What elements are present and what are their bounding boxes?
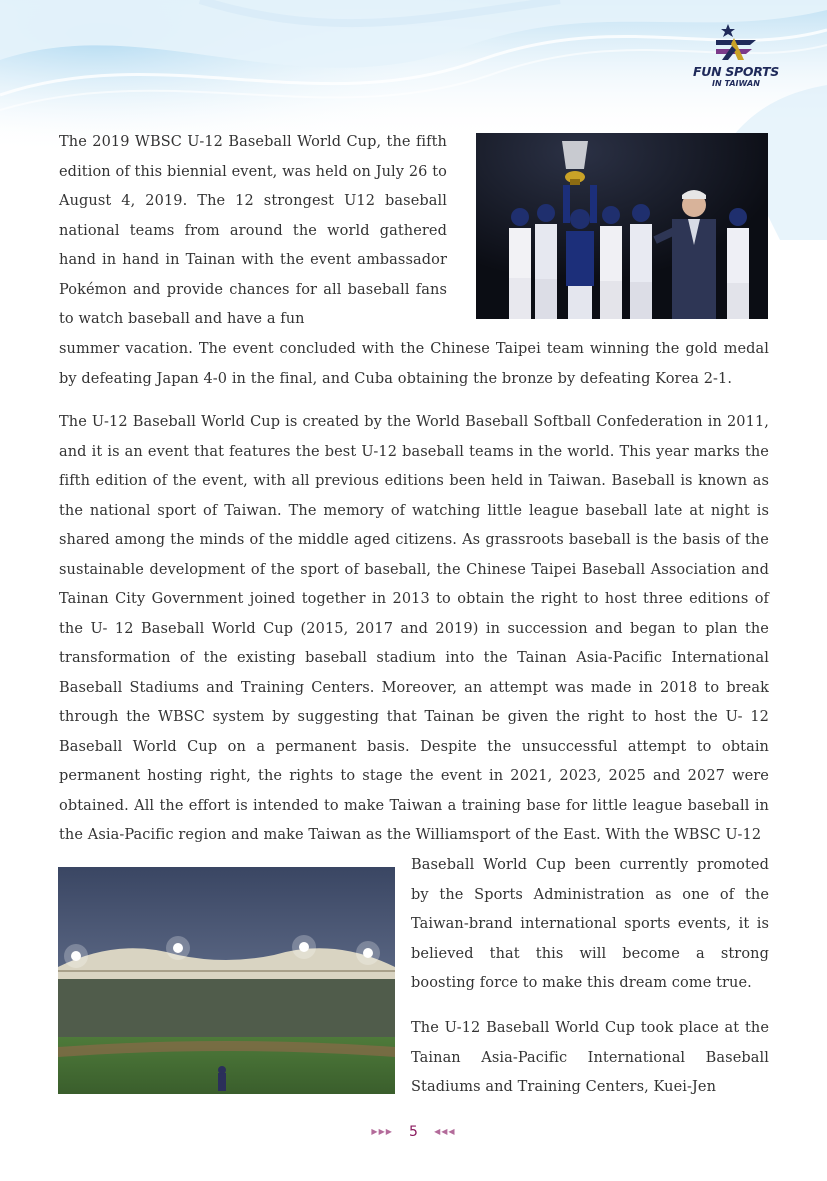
logo-line1: FUN SPORTS — [693, 64, 779, 79]
intro-paragraph-top: The 2019 WBSC U-12 Baseball World Cup, the fifth edition of this biennial event, was held on July 26 to August 4, 2019. The 12 strongest U12 baseball national teams from around the world gathered hand in hand in Tainan with the event ambassador Pokémon and provide chances for all baseball fans to watch baseball and have a fun — [59, 134, 447, 327]
trophy-celebration-photo — [476, 133, 768, 319]
fun-sports-logo — [686, 20, 786, 92]
intro-paragraph-bottom: summer vacation. The event concluded with the Chinese Taipei team winning the gold medal by defeating Japan 4-0 in the final, and Cuba obtaining the bronze by defeating Korea 2-1. — [59, 341, 769, 387]
prev-arrows-icon: ▶▶▶ — [371, 1127, 393, 1136]
page-footer — [0, 1124, 827, 1140]
runner-star-icon — [686, 20, 786, 64]
next-arrows-icon: ◀◀◀ — [434, 1127, 456, 1136]
venue-paragraph: The U-12 Baseball World Cup took place at the Tainan Asia-Pacific International Baseball Stadiums and Training Centers, Kuei-Jen — [411, 1020, 769, 1095]
night-stadium-photo — [58, 867, 395, 1094]
page-number: 5 — [409, 1124, 418, 1140]
history-paragraph-continued: Baseball World Cup been currently promoted by the Sports Administration as one of the Taiwan-brand international sports events, it is believed that this will become a strong boosting force to make this dream come true. — [411, 857, 769, 991]
history-paragraph: The U-12 Baseball World Cup is created by the World Baseball Softball Confederation in 2011, and it is an event that features the best U-12 baseball teams in the world. This year marks the fifth edition of the event, with all previous editions been held in Taiwan. Baseball is known as the national sport of Taiwan. The memory of watching little league baseball late at night is shared among the minds of the middle aged citizens. As grassroots baseball is the basis of the sustainable development of the sport of baseball, the Chinese Taipei Baseball Association and Tainan City Government joined together in 2013 to obtain the right to host three editions of the U- 12 Baseball World Cup (2015, 2017 and 2019) in succession and began to plan the transformation of the existing baseball stadium into the Tainan Asia-Pacific International Baseball Stadiums and Training Centers. Moreover, an attempt was made in 2018 to break through the WBSC system by suggesting that Tainan be given the right to host the U- 12 Baseball World Cup on a permanent basis. Despite the unsuccessful attempt to obtain permanent hosting right, the rights to stage the event in 2021, 2023, 2025 and 2027 were obtained. All the effort is intended to make Taiwan a training base for little league baseball in the Asia-Pacific region and make Taiwan as the Williamsport of the East. With the WBSC U-12 — [59, 414, 769, 843]
logo-line2: IN TAIWAN — [712, 79, 760, 88]
